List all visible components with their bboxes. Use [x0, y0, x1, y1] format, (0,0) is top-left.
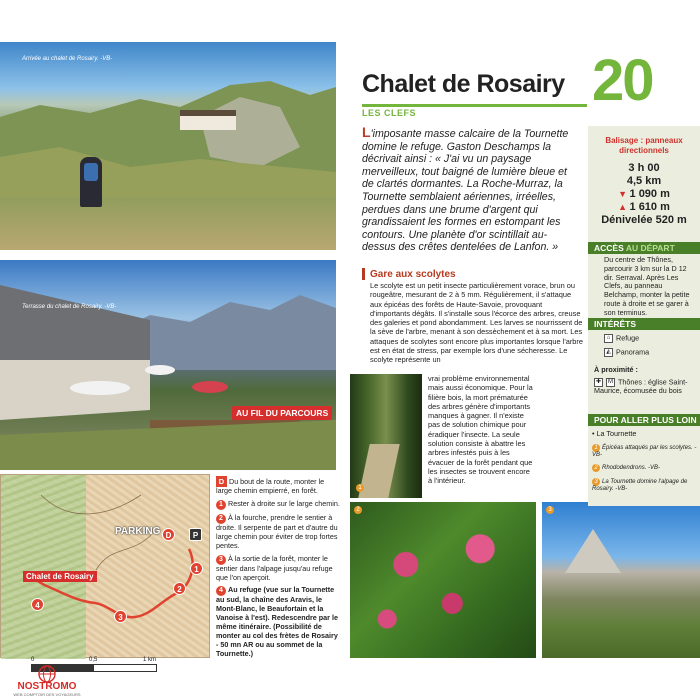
step-marker-4: 4 [216, 586, 226, 596]
map-destination-label: Chalet de Rosairy [23, 571, 97, 582]
forest-path [358, 444, 399, 498]
hiker-backpack [84, 163, 98, 181]
title-underline [362, 104, 587, 107]
map-pin-4: 4 [31, 598, 44, 611]
access-text: Du centre de Thônes, parcourir 3 km sur la D 12 dir. Serraval. Après Les Clefs, au panneau Belchamp, monter la petite route à droite et se garer à son terminus. [604, 255, 690, 317]
alt-min-value: 1 090 m [629, 188, 670, 200]
step-text: Du bout de la route, monter le large chemin empierré, en forêt. [216, 477, 325, 495]
chalet-building [180, 110, 236, 130]
map-pin-3: 3 [114, 610, 127, 623]
alt-max-value: 1 610 m [629, 201, 670, 213]
route-steps [216, 476, 341, 663]
mountain-ridge-shape [0, 77, 336, 197]
commune-label: LES CLEFS [362, 108, 417, 118]
step-d [216, 476, 341, 496]
access-band [588, 242, 700, 254]
proximity-text: Thônes : église Saint-Maurice, écomusée du bois [594, 377, 688, 396]
section-badge: AU FIL DU PARCOURS [232, 406, 332, 420]
further-item: • La Tournette [592, 429, 637, 438]
interest-item-panorama [604, 348, 696, 357]
interest-label: Panorama [616, 347, 650, 357]
museum-icon: M [608, 379, 613, 385]
step-1 [216, 500, 341, 510]
intro-paragraph [362, 126, 578, 254]
step-text: Rester à droite sur le large chemin. [228, 498, 340, 508]
step-marker-d: D [216, 476, 227, 487]
page-number: 45 [676, 679, 685, 688]
terrace-scene [0, 260, 336, 470]
photo-tournette [542, 502, 700, 658]
photo-spruce-trees [350, 374, 422, 498]
parking-icon: P [189, 528, 202, 541]
map-pin-d: D [162, 528, 175, 541]
arrow-up-icon: ▲ [618, 202, 630, 212]
globe-icon [3, 664, 91, 682]
logo-tagline: WEB COMPTOIR DES VOYAGEURS [13, 692, 81, 697]
scale-label-start: 0 [31, 657, 35, 663]
access-title-2: AU DÉPART [625, 243, 675, 253]
proximity-row [594, 378, 698, 396]
access-title: ACCÈS [594, 243, 624, 253]
alt-min-row [588, 188, 700, 201]
further-band: POUR ALLER PLUS LOIN [588, 414, 700, 426]
photo-chalet-arrival [0, 42, 336, 250]
route-line [1, 475, 211, 659]
page-title: Chalet de Rosairy [362, 70, 565, 98]
alt-max-row [588, 201, 700, 214]
step-text: Au refuge (vue sur la Tournette au sud, la chaîne des Aravis, le Mont-Blanc, le Beaufortain et la Vanoise à l'est). Redescendre par le même itinéraire. (Possibilité de monter au col des frètes de Rosairy - 50 mn AR ou au sommet de la Tournette.) [216, 585, 338, 658]
nostromo-logo[interactable] [3, 664, 91, 698]
balisage-label: Balisage : panneaux directionnels [605, 136, 683, 155]
interest-label: Refuge [616, 333, 640, 343]
denivele-value: Dénivelée 520 m [601, 214, 687, 226]
caption-marker-3: 3 [546, 506, 554, 514]
photo-caption: Arrivée au chalet de Rosairy. -VB- [22, 56, 113, 62]
article-para-1: Le scolyte est un petit insecte particulièrement vorace, brun ou rougeâtre, mesurant de 2 à 5 mm. Régulièrement, il s'attaque aux épicéas des forêts de Haute-Savoie, provoquant d'importants dégâts. Il s'installe sous l'écorce des arbres, creuse des galeries et pond abondamment. Les larves se nourrissent de la sève de l'arbre, menant à son dessèchement et à sa mort. Les attaques de scolytes sont encore plus importantes lorsque l'arbre est en état de stress, par exemple lors d'une sécheresse. Le scolyte représente un [370, 281, 583, 365]
photo-caption: Terrasse du chalet de Rosairy. -VB- [22, 304, 117, 310]
article-para-2: vrai problème environnemental mais aussi économique. Pour la filière bois, la mort prématurée des arbres génère d'importants manques à gagner. Il n'existe pas de solution chimique pour éradiquer l'insecte. La seule solution consiste à abattre les arbres infestés puis à les évacuer de la forêt pendant que les insectes se trouvent encore à l'intérieur. [428, 374, 533, 486]
step-4 [216, 586, 341, 658]
interest-item-refuge [604, 334, 696, 343]
distance-value: 4,5 km [626, 175, 662, 187]
interests-band: INTÉRÊTS [588, 318, 700, 330]
caption-marker-2: 2 [354, 506, 362, 514]
caption-text: Rhododendrons. -VB- [602, 465, 661, 471]
step-2 [216, 514, 341, 551]
caption-marker-1: 1 [592, 444, 600, 452]
photo-caption-3 [592, 478, 698, 494]
tournette-peak-shape [565, 529, 621, 573]
photo-rhododendrons [350, 502, 536, 658]
photo-caption-2 [592, 464, 698, 472]
caption-text: Épicéas attaqués par les scolytes. -VB- [592, 445, 697, 459]
intro-dropcap: L [362, 124, 371, 140]
refuge-icon: ⌂ [604, 334, 613, 343]
scale-label-mid: 0,5 [89, 657, 98, 663]
caption-marker-3: 3 [592, 478, 600, 486]
step-text: À la fourche, prendre le sentier à droite. Il serpente de part et d'autre du large chemin pour éviter de trop fortes pentes. [216, 512, 338, 550]
map-pin-1: 1 [190, 562, 203, 575]
route-number: 20 [592, 48, 653, 113]
map-pin-2: 2 [173, 582, 186, 595]
step-text: À la sortie de la forêt, monter le sentier dans l'alpage jusqu'au refuge que l'on aperçoit. [216, 553, 333, 582]
step-3 [216, 555, 341, 583]
route-map[interactable] [0, 474, 210, 663]
article-heading: Gare aux scolytes [370, 269, 456, 280]
step-marker-3: 3 [216, 555, 226, 565]
photo-caption-1 [592, 444, 698, 460]
scale-label-end: 1 km [143, 657, 157, 663]
intro-text: 'imposante masse calcaire de la Tournette domine le refuge. Gaston Deschamps la décrivait ainsi : « J'ai vu un paysage merveilleux, tout baigné de lumière bleue et de clartés dormantes. La Roche-Murraz, la Tournette semblaient aériennes, irréelles, perdues dans une brume d'argent qui grandissaient les formes en estompant les contours. Une planète d'or scintillait au-dessus des crêtes dentelées de Lanfon. » [362, 128, 569, 254]
duration-value: 3 h 00 [628, 162, 660, 174]
step-marker-2: 2 [216, 514, 226, 524]
logo-name: NOSTROMO [17, 681, 77, 692]
step-marker-1: 1 [216, 500, 226, 510]
proximity-label: À proximité : [594, 365, 638, 374]
photo-chalet-terrace [0, 260, 336, 470]
parking-label: PARKING [115, 526, 161, 537]
caption-marker-2: 2 [592, 464, 600, 472]
church-icon: ✚ [595, 379, 602, 385]
arrow-down-icon: ▼ [618, 189, 630, 199]
panorama-icon: ◭ [604, 348, 613, 357]
caption-text: La Tournette domine l'alpage de Rosairy. -VB- [592, 479, 688, 493]
heading-bar [362, 268, 365, 280]
caption-marker-1: 1 [356, 484, 364, 492]
